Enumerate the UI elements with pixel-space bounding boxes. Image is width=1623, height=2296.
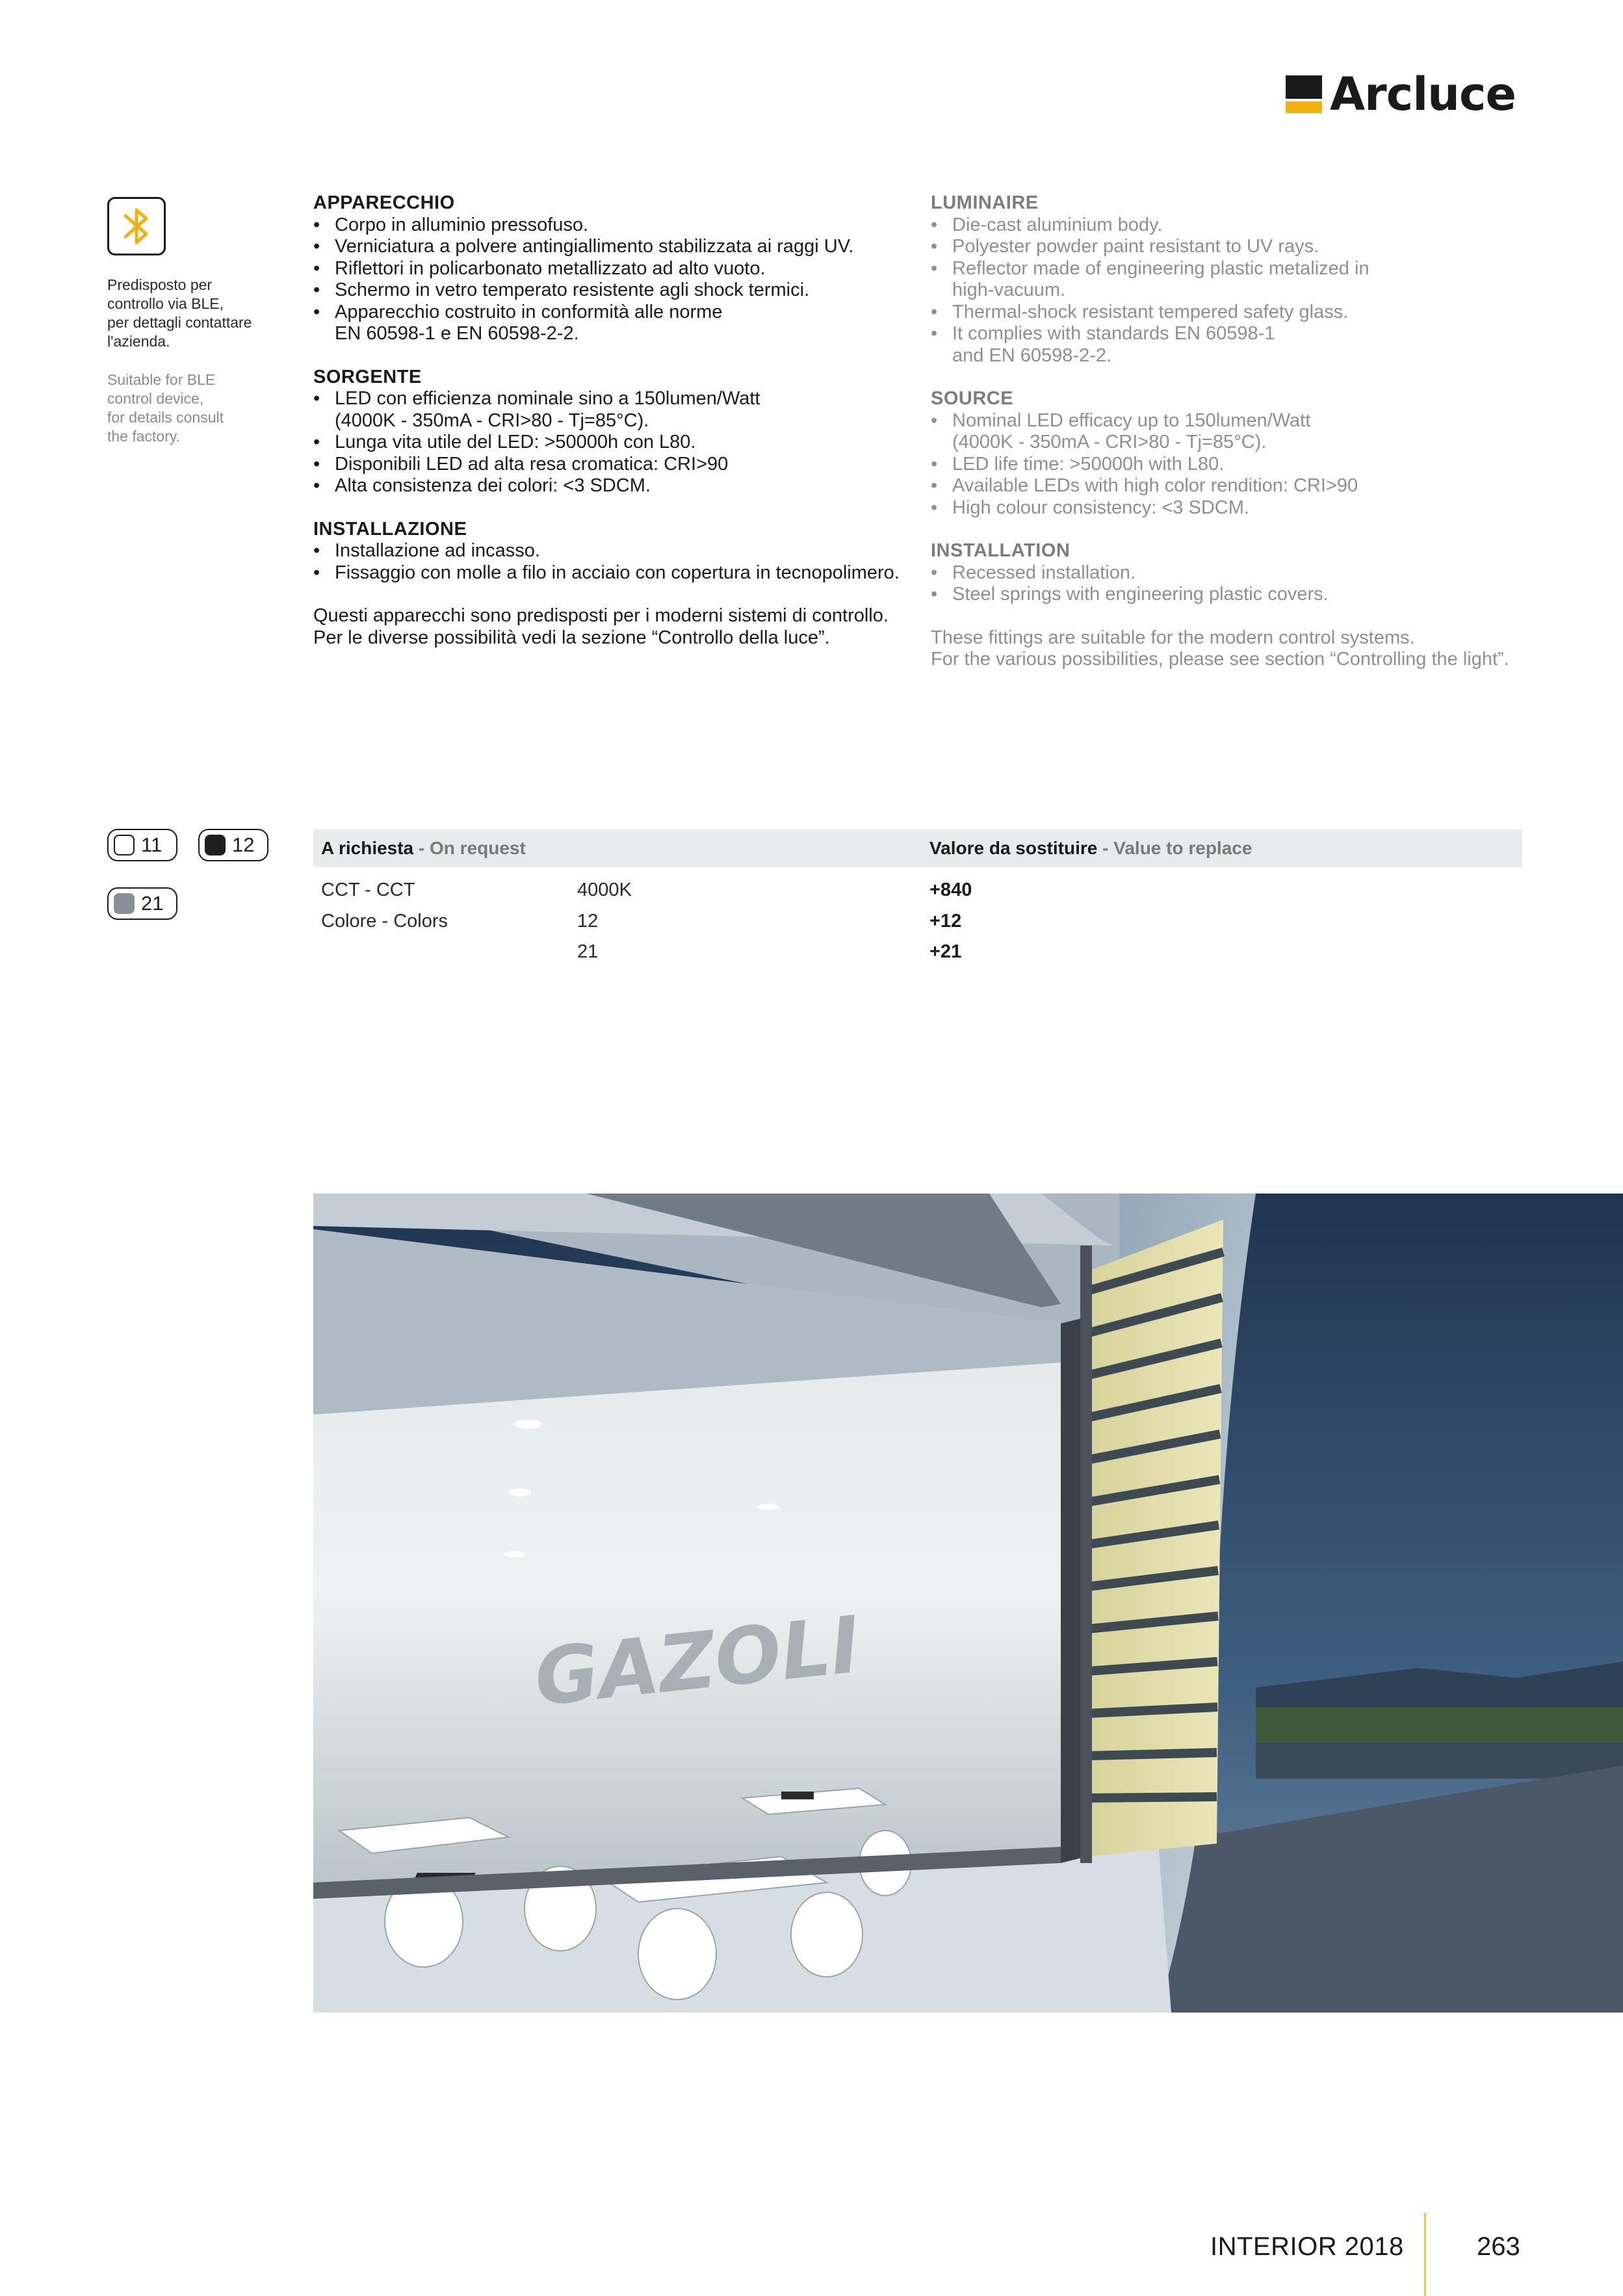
- spec-item: • Nominal LED efficacy up to 150lumen/Watt (4000K - 350mA - CRI>80 - Tj=85°C).: [931, 410, 1360, 454]
- ble-note-italian: Predisposto per controllo via BLE, per dettagli contattare l'azienda.: [107, 276, 252, 350]
- spec-item: • Steel springs with engineering plastic covers.: [931, 584, 1535, 606]
- color-chip-12: 12: [198, 829, 268, 861]
- product-installation-photo: [313, 1194, 1623, 2013]
- section-title: SORGENTE: [313, 366, 422, 387]
- section-title: LUMINAIRE: [931, 192, 1039, 213]
- spec-item: • Corpo in alluminio pressofuso.: [313, 215, 918, 237]
- bluetooth-icon: [107, 197, 166, 255]
- footer-divider: [1424, 2213, 1426, 2296]
- options-table: [313, 829, 1522, 968]
- spec-item: • Recessed installation.: [931, 562, 1535, 584]
- spec-item: • High colour consistency: <3 SDCM.: [931, 497, 1535, 519]
- section-title: SOURCE: [931, 388, 1014, 409]
- table-row: CCT - CCT 4000K +840: [321, 880, 972, 900]
- spec-item: • Available LEDs with high color rendition: CRI>90: [931, 475, 1535, 497]
- table-row: Colore - Colors 12 +12: [321, 910, 962, 932]
- color-swatch: [114, 835, 135, 855]
- spec-column-italian: [313, 192, 918, 649]
- section-sorgente: [313, 367, 918, 497]
- color-swatch: [205, 835, 226, 855]
- spec-item: • LED con efficienza nominale sino a 150lumen/Watt (4000K - 350mA - CRI>80 - Tj=85°C).: [313, 388, 781, 432]
- section-installazione: [313, 519, 918, 584]
- section-title: INSTALLATION: [931, 540, 1071, 561]
- control-note: These fittings are suitable for the modern control systems. For the various possibilities, please see section “Controlling the light”.: [931, 627, 1509, 670]
- spec-item: • Thermal-shock resistant tempered safety glass.: [931, 302, 1535, 324]
- color-chip-21: 21: [107, 887, 177, 920]
- spec-item: • LED life time: >50000h with L80.: [931, 454, 1535, 476]
- section-source: [931, 388, 1535, 519]
- table-row: 21 +21: [577, 941, 962, 962]
- brand-name: Arcluce: [1330, 68, 1516, 121]
- footer-section-label: INTERIOR 2018: [1210, 2232, 1404, 2261]
- section-title: INSTALLAZIONE: [313, 518, 467, 540]
- ble-note-english: Suitable for BLE control device, for details consult the factory.: [107, 371, 224, 445]
- spec-item: • Reflector made of engineering plastic metalized in high-vacuum.: [931, 258, 1379, 302]
- spec-column-english: [931, 192, 1535, 671]
- spec-item: • Die-cast aluminium body.: [931, 215, 1535, 237]
- window-lettering: GAZOLI: [530, 1600, 864, 1724]
- section-installation: [931, 540, 1535, 606]
- logo-mark: [1286, 75, 1322, 113]
- spec-item: • Lunga vita utile del LED: >50000h con L80.: [313, 432, 918, 454]
- brand-logo: [1286, 68, 1516, 121]
- control-note: Questi apparecchi sono predisposti per i moderni sistemi di controllo. Per le diverse possibilità vedi la sezione “Controllo della luce”.: [313, 605, 889, 648]
- spec-item: • Apparecchio costruito in conformità alle norme EN 60598-1 e EN 60598-2-2.: [313, 302, 742, 345]
- color-swatch: [114, 893, 135, 914]
- spec-item: • Riflettori in policarbonato metallizzato ad alto vuoto.: [313, 258, 918, 280]
- spec-item: • Alta consistenza dei colori: <3 SDCM.: [313, 475, 918, 497]
- header-on-request: A richiesta - On request: [321, 838, 526, 858]
- spec-item: • It complies with standards EN 60598-1 and EN 60598-2-2.: [931, 323, 1295, 367]
- section-title: APPARECCHIO: [313, 192, 455, 213]
- page-number: 263: [1477, 2232, 1520, 2261]
- spec-item: • Disponibili LED ad alta resa cromatica: CRI>90: [313, 454, 918, 476]
- spec-item: • Fissaggio con molle a filo in acciaio con copertura in tecnopolimero.: [313, 562, 918, 584]
- section-luminaire: [931, 192, 1535, 367]
- color-chip-11: 11: [107, 829, 177, 861]
- header-value-to-replace: Valore da sostituire - Value to replace: [929, 838, 1253, 858]
- section-apparecchio: [313, 192, 918, 345]
- spec-item: • Verniciatura a polvere antingiallimento stabilizzata ai raggi UV.: [313, 236, 918, 258]
- table-header: [313, 829, 1522, 867]
- spec-item: • Polyester powder paint resistant to UV rays.: [931, 236, 1535, 258]
- spec-item: • Installazione ad incasso.: [313, 540, 918, 562]
- spec-item: • Schermo in vetro temperato resistente agli shock termici.: [313, 280, 918, 302]
